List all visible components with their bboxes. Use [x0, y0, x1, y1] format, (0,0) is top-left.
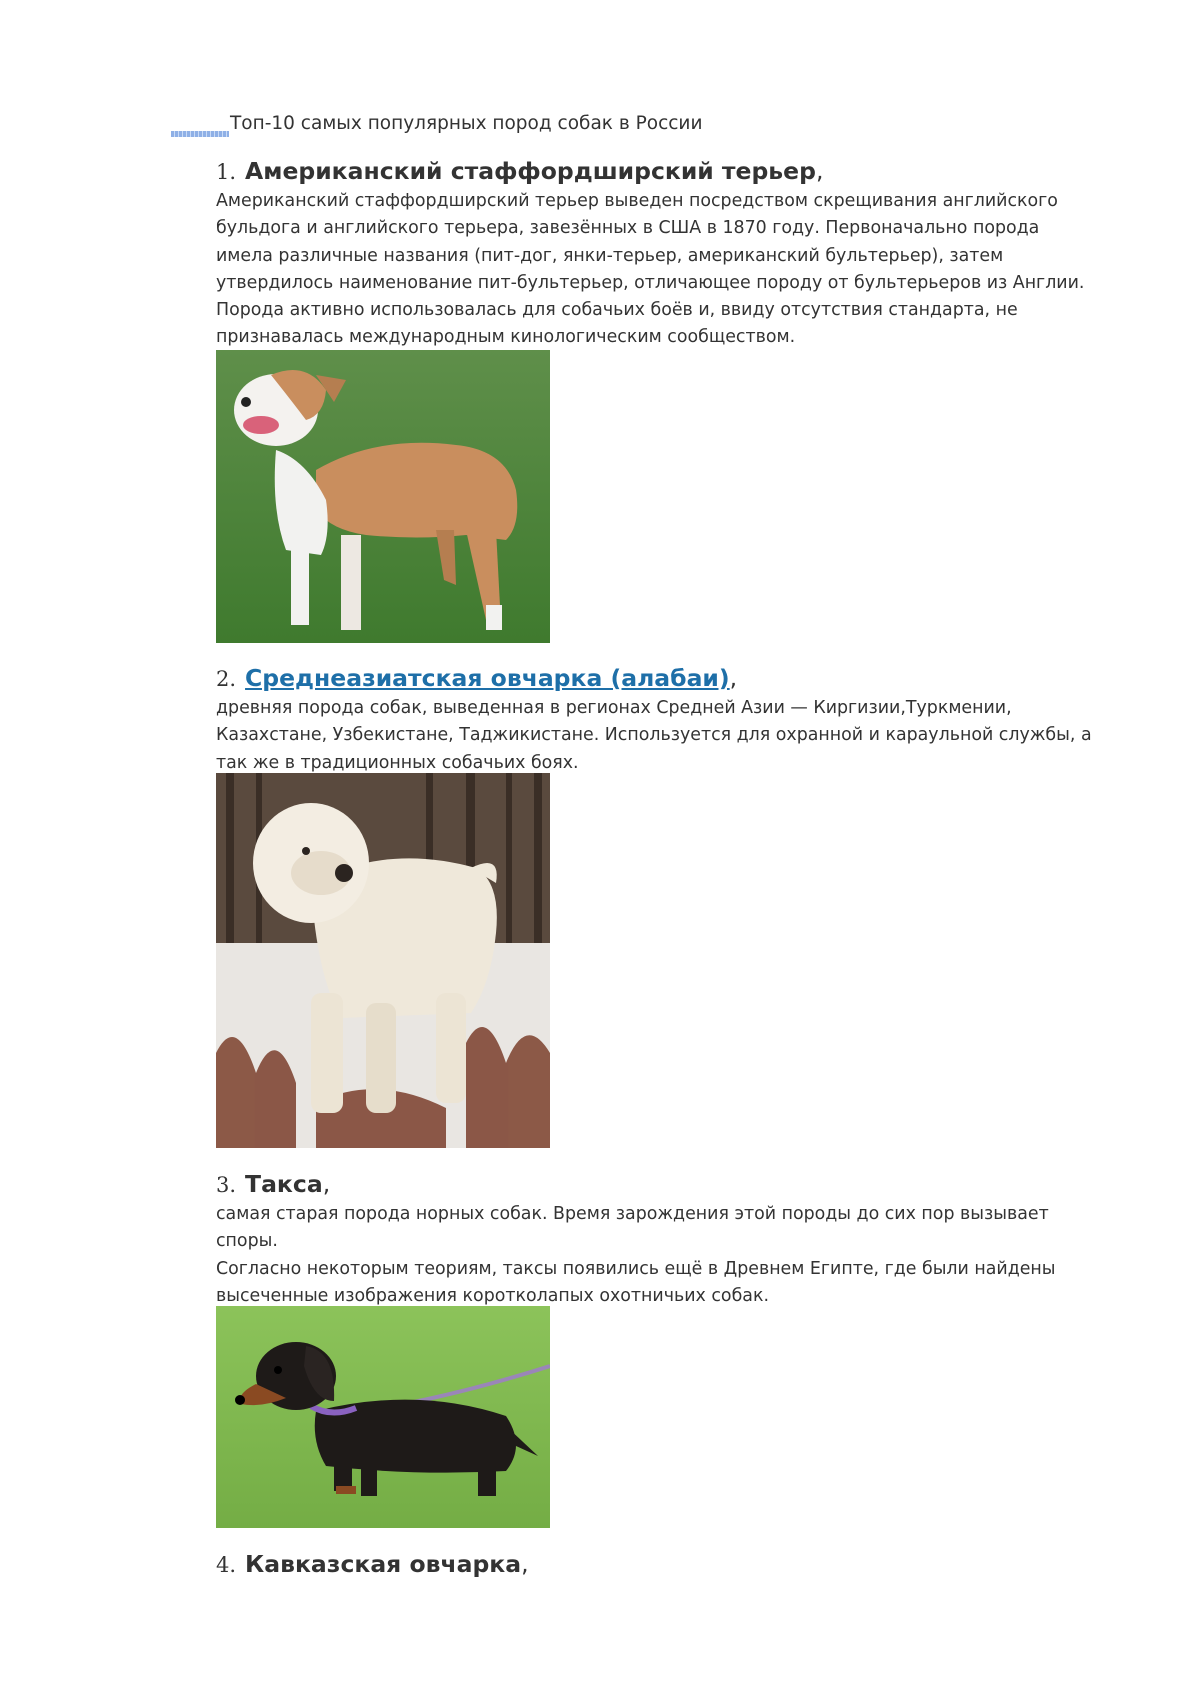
dachshund-photo: [216, 1306, 550, 1528]
description-line: древняя порода собак, выведенная в регионах Средней Азии — Киргизии,Туркмении,: [216, 698, 1012, 718]
description-line: бульдога и английского терьера, завезённых в США в 1870 году. Первоначально порода: [216, 218, 1040, 239]
description-line: признавалась международным кинологическим сообществом.: [216, 327, 796, 348]
breed-suffix: ,: [521, 1550, 529, 1578]
alabai-photo: [216, 773, 550, 1148]
description-line: утвердилось наименование пит-бультерьер, отличающее породу от бультерьеров из Англии.: [216, 272, 1085, 293]
description-line: Казахстане, Узбекистане, Таджикистане. Используется для охранной и караульной службы, а: [216, 725, 1092, 746]
description-line: споры.: [216, 1231, 278, 1252]
title-marker: [171, 131, 229, 137]
breed-name: Такса: [245, 1170, 323, 1198]
description-line: самая старая порода норных собак. Время зарождения этой породы до сих пор вызывает: [216, 1204, 1049, 1224]
staffordshire-terrier-photo: [216, 350, 550, 643]
breed-heading-dachshund: [216, 1170, 330, 1198]
breed-suffix: ,: [729, 664, 738, 692]
description-line: Согласно некоторым теориям, таксы появились ещё в Древнем Египте, где были найдены: [216, 1258, 1056, 1279]
breed-name: Американский стаффордширский терьер: [245, 157, 816, 185]
breed-number: 3.: [216, 1173, 237, 1197]
breed-heading-alabai: [216, 664, 737, 692]
description-line: высеченные изображения коротколапых охотничьих собак.: [216, 1285, 769, 1306]
breed-heading-caucasian: [216, 1550, 529, 1578]
description-line: Американский стаффордширский терьер выведен посредством скрещивания английского: [216, 191, 1058, 211]
description-line: Порода активно использовалась для собачьих боёв и, ввиду отсутствия стандарта, не: [216, 300, 1018, 321]
breed-heading-staffordshire: [216, 157, 823, 185]
breed-name-link[interactable]: Среднеазиатская овчарка (алабаи): [245, 664, 730, 692]
breed-number: 1.: [216, 160, 237, 184]
breed-description-staffordshire: [216, 188, 1126, 352]
breed-name: Кавказская овчарка: [245, 1550, 522, 1578]
breed-number: 2.: [216, 667, 237, 691]
description-line: имела различные названия (пит-дог, янки-терьер, американский бультерьер), затем: [216, 245, 1004, 266]
breed-description-alabai: [216, 695, 1126, 777]
breed-suffix: ,: [322, 1170, 331, 1198]
breed-suffix: ,: [815, 157, 824, 185]
breed-description-dachshund: [216, 1201, 1126, 1310]
breed-number: 4.: [216, 1553, 237, 1577]
document-title: Топ-10 самых популярных пород собак в России: [230, 113, 703, 134]
description-line: так же в традиционных собачьих боях.: [216, 752, 579, 773]
